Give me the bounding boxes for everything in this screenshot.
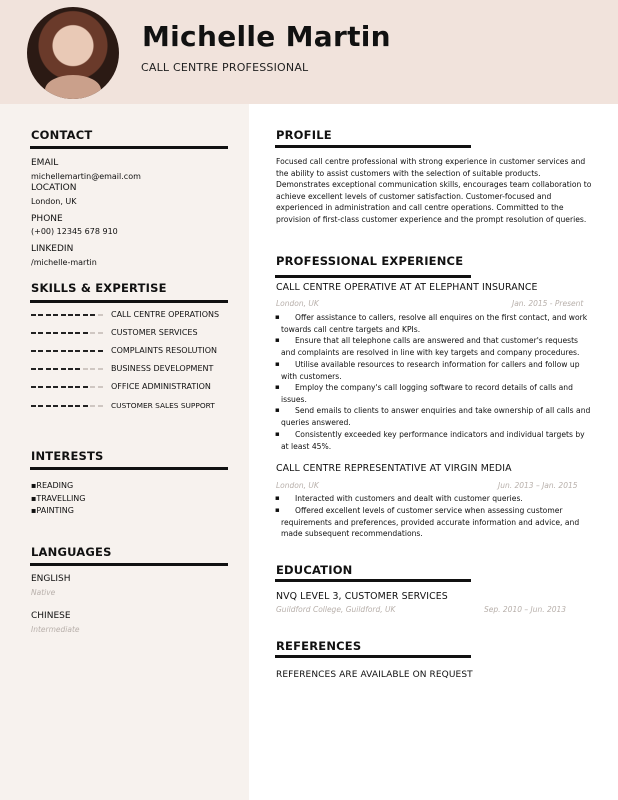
skill-bar-segment bbox=[61, 332, 66, 334]
phone-label: PHONE bbox=[31, 214, 63, 224]
interest-item: ▪PAINTING bbox=[31, 506, 74, 515]
skill-bar-segment bbox=[61, 350, 66, 352]
skill-bar-segment bbox=[38, 314, 43, 316]
skill-bar-segment bbox=[53, 386, 58, 388]
contact-rule bbox=[30, 146, 228, 149]
skill-row bbox=[31, 328, 231, 340]
skill-bar-segment bbox=[98, 368, 103, 370]
skill-bar-segment bbox=[98, 314, 103, 316]
skill-row bbox=[31, 346, 231, 358]
skill-bar-segment bbox=[68, 368, 73, 370]
skill-bar-segment bbox=[83, 332, 88, 334]
skill-name: COMPLAINTS RESOLUTION bbox=[111, 346, 218, 355]
profile-heading: PROFILE bbox=[276, 128, 332, 142]
school: Guildford College, Guildford, UK bbox=[276, 605, 396, 614]
job-bullet: ▪ Interacted with customers and dealt with customer queries. bbox=[281, 493, 593, 505]
job-bullet: ▪ Offer assistance to callers, resolve all enquires on the first contact, and work towards call centre targets and KPIs. bbox=[281, 312, 593, 335]
skill-bar-segment bbox=[98, 332, 103, 334]
skill-bar-segment bbox=[98, 386, 103, 388]
job-bullet: ▪ Employ the company's call logging software to record details of calls and issues. bbox=[281, 382, 593, 405]
skill-bar-segment bbox=[61, 314, 66, 316]
skill-bar-segment bbox=[31, 350, 36, 352]
job-bullet: ▪ Offered excellent levels of customer service when assessing customer requirements and preferences, provided accurate information and advice, and made subsequent recommendations. bbox=[281, 505, 593, 540]
skill-bar-segment bbox=[46, 386, 51, 388]
skill-bar-segment bbox=[90, 350, 95, 352]
skill-bar-segment bbox=[31, 332, 36, 334]
skill-bar-segment bbox=[38, 386, 43, 388]
job-bullet: ▪ Consistently exceeded key performance indicators and individual targets by at least 45%. bbox=[281, 429, 593, 452]
job-bullet: ▪ Ensure that all telephone calls are answered and that customer's requests and complaints are resolved in line with key targets and company procedures. bbox=[281, 335, 593, 358]
skill-bar-segment bbox=[68, 332, 73, 334]
skill-bar-segment bbox=[53, 405, 58, 407]
skill-bar-segment bbox=[90, 314, 95, 316]
skill-bar-segment bbox=[68, 314, 73, 316]
education-heading: EDUCATION bbox=[276, 563, 353, 577]
skill-bar-segment bbox=[68, 350, 73, 352]
location-value: London, UK bbox=[31, 197, 77, 206]
skill-bar-segment bbox=[46, 350, 51, 352]
skill-bar-segment bbox=[83, 314, 88, 316]
profile-rule bbox=[275, 145, 471, 148]
job-dates: Jun. 2013 – Jan. 2015 bbox=[498, 481, 578, 490]
skill-level-bar bbox=[31, 386, 105, 389]
skills-rule bbox=[30, 300, 228, 303]
skill-level-bar bbox=[31, 368, 105, 371]
skill-bar-segment bbox=[61, 368, 66, 370]
skill-bar-segment bbox=[53, 332, 58, 334]
skill-bar-segment bbox=[75, 332, 80, 334]
skill-bar-segment bbox=[46, 332, 51, 334]
skill-bar-segment bbox=[46, 314, 51, 316]
email-value: michellemartin@email.com bbox=[31, 172, 141, 181]
skill-bar-segment bbox=[53, 350, 58, 352]
experience-heading: PROFESSIONAL EXPERIENCE bbox=[276, 254, 464, 268]
interests-rule bbox=[30, 467, 228, 470]
interests-heading: INTERESTS bbox=[31, 449, 104, 463]
skill-bar-segment bbox=[90, 405, 95, 407]
candidate-name: Michelle Martin bbox=[142, 20, 391, 53]
skill-bar-segment bbox=[68, 405, 73, 407]
skill-level-bar bbox=[31, 332, 105, 335]
skill-bar-segment bbox=[75, 314, 80, 316]
profile-photo bbox=[27, 7, 119, 99]
skill-bar-segment bbox=[83, 368, 88, 370]
skill-bar-segment bbox=[31, 314, 36, 316]
language-name: CHINESE bbox=[31, 611, 71, 621]
skill-bar-segment bbox=[68, 386, 73, 388]
job-bullet: ▪ Send emails to clients to answer enquiries and take ownership of all calls and queries answered. bbox=[281, 405, 593, 428]
skill-name: CUSTOMER SERVICES bbox=[111, 328, 198, 337]
skill-bar-segment bbox=[75, 386, 80, 388]
skill-name: CALL CENTRE OPERATIONS bbox=[111, 310, 220, 319]
job-location: London, UK bbox=[276, 299, 319, 308]
job-bullet: ▪ Utilise available resources to research information for callers and follow up with customers. bbox=[281, 359, 593, 382]
email-label: EMAIL bbox=[31, 158, 59, 168]
skill-bar-segment bbox=[83, 386, 88, 388]
skill-bar-segment bbox=[83, 350, 88, 352]
education-dates: Sep. 2010 – Jun. 2013 bbox=[484, 605, 567, 614]
skill-bar-segment bbox=[53, 314, 58, 316]
skill-bar-segment bbox=[61, 386, 66, 388]
contact-heading: CONTACT bbox=[31, 128, 93, 142]
photo-shirt bbox=[45, 75, 101, 99]
skill-bar-segment bbox=[90, 386, 95, 388]
skill-bar-segment bbox=[38, 332, 43, 334]
linkedin-label: LINKEDIN bbox=[31, 244, 74, 254]
skill-level-bar bbox=[31, 405, 105, 408]
skill-bar-segment bbox=[46, 405, 51, 407]
interest-item: ▪TRAVELLING bbox=[31, 494, 86, 503]
skill-row bbox=[31, 382, 231, 394]
skill-bar-segment bbox=[83, 405, 88, 407]
skill-bar-segment bbox=[38, 350, 43, 352]
skill-bar-segment bbox=[75, 405, 80, 407]
language-level: Native bbox=[31, 588, 56, 597]
skill-bar-segment bbox=[31, 405, 36, 407]
experience-rule bbox=[275, 275, 471, 278]
languages-rule bbox=[30, 563, 228, 566]
job-title: CALL CENTRE OPERATIVE AT AT ELEPHANT INSURANCE bbox=[276, 282, 538, 293]
skills-heading: SKILLS & EXPERTISE bbox=[31, 281, 167, 295]
skill-bar-segment bbox=[90, 368, 95, 370]
skill-bar-segment bbox=[53, 368, 58, 370]
skill-row bbox=[31, 310, 231, 322]
skill-bar-segment bbox=[61, 405, 66, 407]
skill-bar-segment bbox=[31, 386, 36, 388]
references-heading: REFERENCES bbox=[276, 639, 362, 653]
skill-level-bar bbox=[31, 314, 105, 317]
language-level: Intermediate bbox=[31, 625, 80, 634]
skill-bar-segment bbox=[75, 368, 80, 370]
linkedin-value: /michelle-martin bbox=[31, 258, 97, 267]
skill-bar-segment bbox=[90, 332, 95, 334]
skill-bar-segment bbox=[75, 350, 80, 352]
phone-value: (+00) 12345 678 910 bbox=[31, 227, 118, 236]
skill-bar-segment bbox=[31, 368, 36, 370]
location-label: LOCATION bbox=[31, 183, 77, 193]
interest-item: ▪READING bbox=[31, 481, 74, 490]
skill-bar-segment bbox=[98, 350, 103, 352]
skill-bar-segment bbox=[38, 368, 43, 370]
skill-bar-segment bbox=[38, 405, 43, 407]
job-location: London, UK bbox=[276, 481, 319, 490]
profile-text: Focused call centre professional with strong experience in customer services and the ability to assist customers with the selection of suitable products. Demonstrates exceptional communication skills, encourages team collaboration to achieve excellent levels of customer satisfaction. Customer-focused and experienced in administration and call centre operations. Committed to the provision of first-class customer experience and the prompt resolution of queries. bbox=[276, 157, 592, 224]
education-rule bbox=[275, 579, 471, 582]
languages-heading: LANGUAGES bbox=[31, 545, 112, 559]
candidate-title: CALL CENTRE PROFESSIONAL bbox=[141, 61, 309, 74]
skill-row bbox=[31, 364, 231, 376]
skill-name: BUSINESS DEVELOPMENT bbox=[111, 364, 214, 373]
language-name: ENGLISH bbox=[31, 574, 71, 584]
references-rule bbox=[275, 655, 471, 658]
skill-name: OFFICE ADMINISTRATION bbox=[111, 382, 211, 391]
skill-level-bar bbox=[31, 350, 105, 353]
skill-bar-segment bbox=[46, 368, 51, 370]
references-text: REFERENCES ARE AVAILABLE ON REQUEST bbox=[276, 670, 473, 680]
job-dates: Jan. 2015 - Present bbox=[512, 299, 584, 308]
skill-row bbox=[31, 401, 231, 413]
degree: NVQ LEVEL 3, CUSTOMER SERVICES bbox=[276, 591, 448, 602]
skill-bar-segment bbox=[98, 405, 103, 407]
job-title: CALL CENTRE REPRESENTATIVE AT VIRGIN MEDIA bbox=[276, 463, 512, 474]
skill-name: CUSTOMER SALES SUPPORT bbox=[111, 401, 215, 410]
